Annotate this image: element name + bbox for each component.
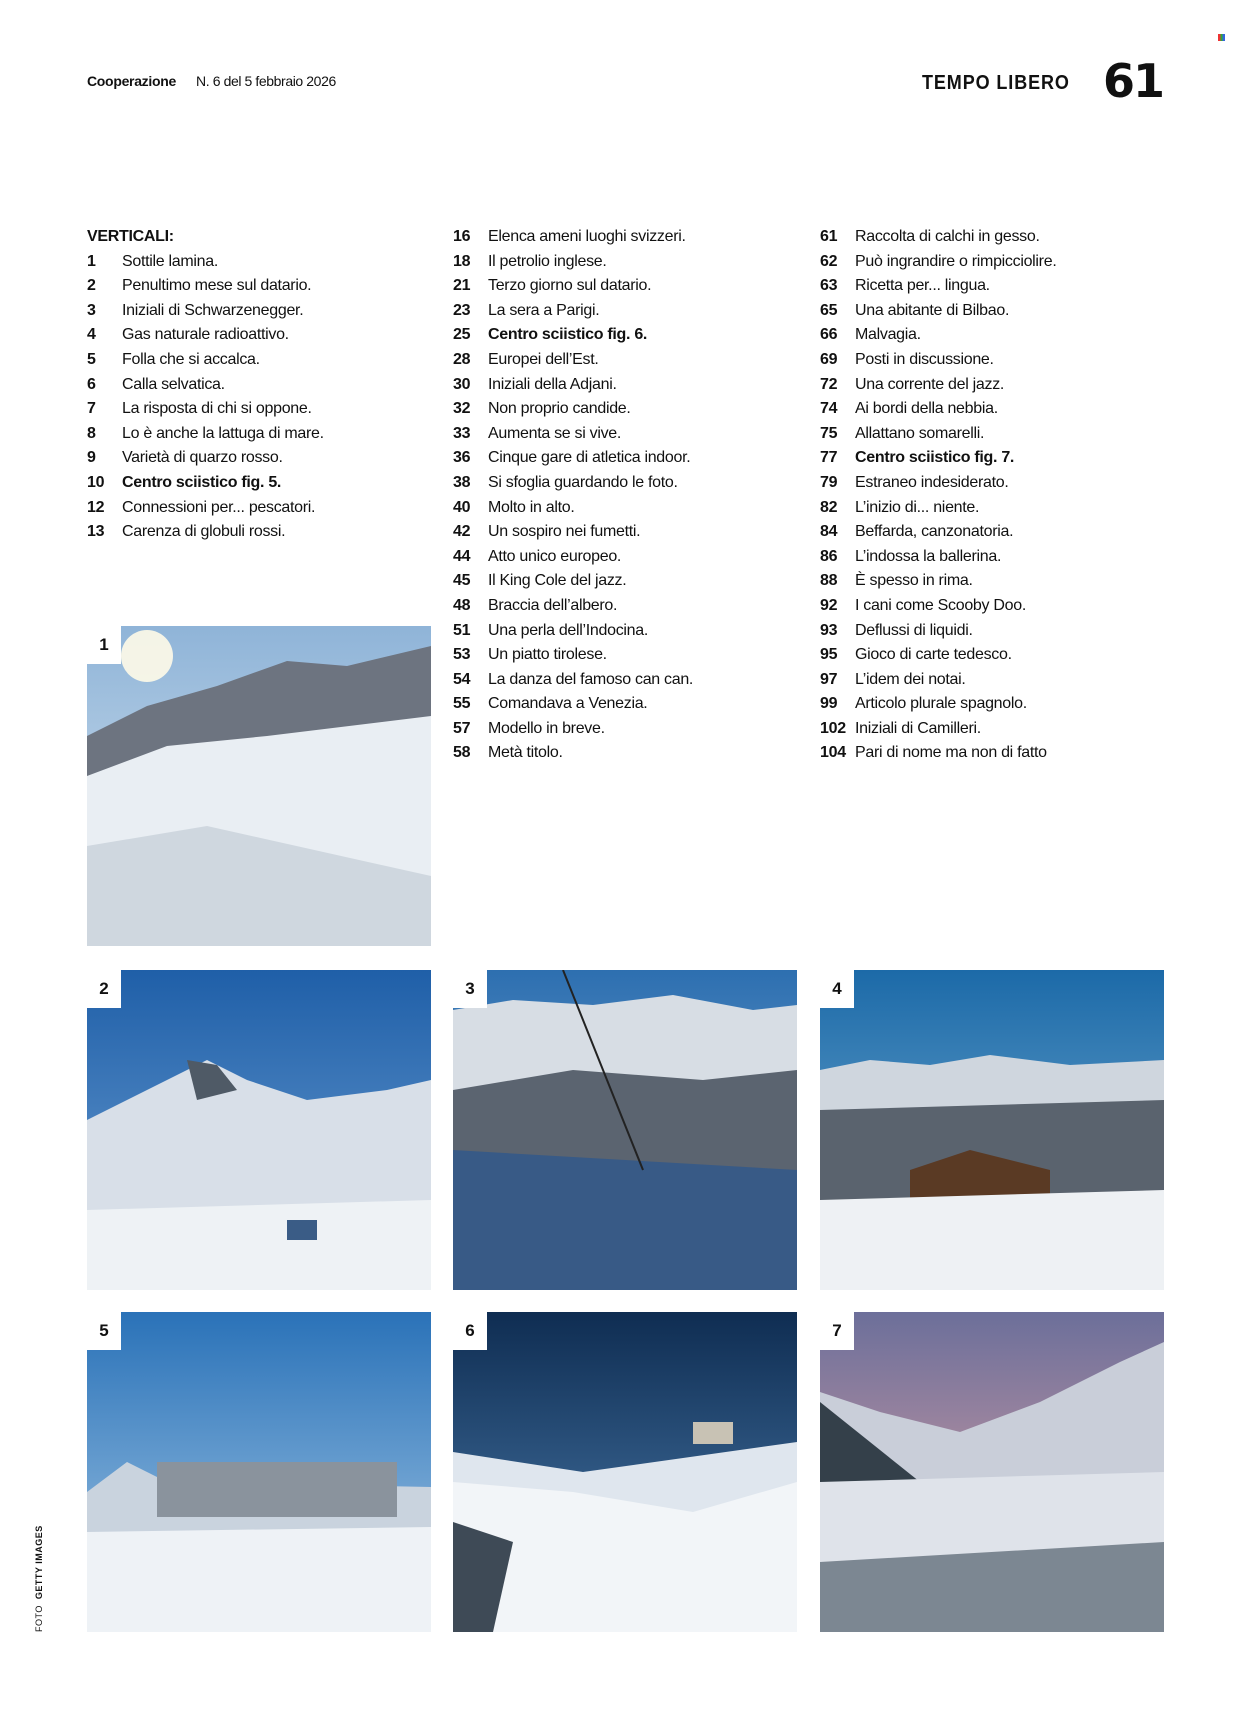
- photo-4: [820, 970, 1164, 1290]
- clue-row: [820, 545, 1170, 570]
- clue-text: Braccia dell’albero.: [488, 596, 618, 614]
- section-title: TEMPO LIBERO: [922, 72, 1070, 94]
- clues-title: VERTICALI:: [87, 228, 174, 245]
- clue-number: 45: [453, 572, 471, 590]
- clue-text: Cinque gare di atletica indoor.: [488, 449, 691, 467]
- credit-source: GETTY IMAGES: [34, 1525, 44, 1600]
- clue-row: [453, 348, 803, 373]
- clue-number: 51: [453, 621, 471, 639]
- photo-1: [87, 626, 431, 946]
- clue-row: [453, 225, 803, 250]
- clue-number: 57: [453, 719, 471, 737]
- clue-row: [453, 471, 803, 496]
- clue-row: [87, 348, 437, 373]
- clue-row: [820, 348, 1170, 373]
- clue-number: 86: [820, 547, 838, 565]
- clue-text: Articolo plurale spagnolo.: [855, 695, 1027, 713]
- clue-row: [820, 471, 1170, 496]
- clue-row: [87, 299, 437, 324]
- clue-row: [820, 692, 1170, 717]
- clue-number: 42: [453, 523, 471, 541]
- clue-number: 77: [820, 449, 838, 467]
- clue-text: Iniziali della Adjani.: [488, 375, 617, 393]
- clue-row: [453, 446, 803, 471]
- clue-text: La risposta di chi si oppone.: [122, 400, 312, 418]
- clue-number: 62: [820, 252, 838, 270]
- clue-text: Molto in alto.: [488, 498, 575, 516]
- clue-row: [87, 496, 437, 521]
- clue-text: Gioco di carte tedesco.: [855, 646, 1012, 664]
- clue-text: Non proprio candide.: [488, 400, 631, 418]
- clue-row: [87, 373, 437, 398]
- clue-row: [453, 594, 803, 619]
- clue-row: [453, 545, 803, 570]
- clue-number: 10: [87, 473, 105, 491]
- clue-row: [820, 741, 1170, 766]
- clue-row: [453, 741, 803, 766]
- clue-text: Penultimo mese sul datario.: [122, 277, 312, 295]
- clue-text: Una perla dell’Indocina.: [488, 621, 649, 639]
- clue-number: 92: [820, 596, 838, 614]
- clue-number: 4: [87, 326, 96, 344]
- clue-row: [87, 446, 437, 471]
- clue-row: [453, 668, 803, 693]
- clue-number: 36: [453, 449, 471, 467]
- clue-text: Estraneo indesiderato.: [855, 473, 1009, 491]
- clue-row: [453, 643, 803, 668]
- photo-7: [820, 1312, 1164, 1632]
- clue-row: [453, 520, 803, 545]
- clue-text: Iniziali di Camilleri.: [855, 719, 981, 737]
- clue-text: Terzo giorno sul datario.: [488, 277, 652, 295]
- clue-number: 5: [87, 350, 96, 368]
- clue-row: [87, 274, 437, 299]
- landscape-image: [820, 970, 1164, 1290]
- clue-text: Un piatto tirolese.: [488, 646, 607, 664]
- clue-row: [820, 422, 1170, 447]
- clue-number: 53: [453, 646, 471, 664]
- clue-number: 79: [820, 473, 838, 491]
- clue-number: 72: [820, 375, 838, 393]
- clue-number: 12: [87, 498, 105, 516]
- clue-number: 66: [820, 326, 838, 344]
- clue-text: Deflussi di liquidi.: [855, 621, 973, 639]
- clue-number: 69: [820, 350, 838, 368]
- clue-text: Pari di nome ma non di fatto: [855, 744, 1047, 762]
- clue-text: I cani come Scooby Doo.: [855, 596, 1026, 614]
- clue-row: [453, 299, 803, 324]
- clue-text: Aumenta se si vive.: [488, 424, 622, 442]
- clue-text: Metà titolo.: [488, 744, 563, 762]
- clue-row: [87, 323, 437, 348]
- clue-text: Sottile lamina.: [122, 252, 218, 270]
- clue-text: Centro sciistico fig. 5.: [122, 473, 282, 491]
- issue-date: N. 6 del 5 febbraio 2026: [196, 73, 336, 89]
- photo-5: [87, 1312, 431, 1632]
- color-registration-mark: [1218, 34, 1225, 41]
- clue-row: [820, 717, 1170, 742]
- clues-column-3: [820, 225, 1170, 766]
- clue-number: 63: [820, 277, 838, 295]
- clue-number: 30: [453, 375, 471, 393]
- clue-text: Carenza di globuli rossi.: [122, 523, 286, 541]
- clue-number: 97: [820, 670, 838, 688]
- clue-text: Atto unico europeo.: [488, 547, 622, 565]
- clue-number: 13: [87, 523, 105, 541]
- photo-number-badge: 7: [820, 1312, 854, 1350]
- clue-text: L’indossa la ballerina.: [855, 547, 1002, 565]
- clue-text: Modello in breve.: [488, 719, 605, 737]
- landscape-image: [820, 1312, 1164, 1632]
- clue-number: 23: [453, 301, 471, 319]
- clue-number: 9: [87, 449, 96, 467]
- clue-number: 25: [453, 326, 471, 344]
- clue-text: Elenca ameni luoghi svizzeri.: [488, 228, 686, 245]
- clue-row: [820, 250, 1170, 275]
- publication-name: Cooperazione: [87, 73, 176, 89]
- clue-row: [87, 520, 437, 545]
- clue-row: [453, 373, 803, 398]
- clue-number: 38: [453, 473, 471, 491]
- clue-text: Il King Cole del jazz.: [488, 572, 627, 590]
- photo-2: [87, 970, 431, 1290]
- clue-row: [453, 397, 803, 422]
- clue-text: Può ingrandire o rimpicciolire.: [855, 252, 1057, 270]
- clue-text: Una corrente del jazz.: [855, 375, 1005, 393]
- clue-number: 48: [453, 596, 471, 614]
- clue-text: Varietà di quarzo rosso.: [122, 449, 283, 467]
- clue-row: [820, 496, 1170, 521]
- clue-text: Beffarda, canzonatoria.: [855, 523, 1014, 541]
- landscape-image: [453, 1312, 797, 1632]
- clue-row: [820, 668, 1170, 693]
- clue-text: La danza del famoso can can.: [488, 670, 694, 688]
- clue-number: 8: [87, 424, 96, 442]
- clue-text: Gas naturale radioattivo.: [122, 326, 289, 344]
- clue-text: È spesso in rima.: [855, 572, 973, 590]
- clue-text: Europei dell’Est.: [488, 350, 599, 368]
- clue-text: Folla che si accalca.: [122, 350, 260, 368]
- clue-number: 16: [453, 228, 471, 245]
- clue-number: 58: [453, 744, 471, 762]
- clue-text: Ricetta per... lingua.: [855, 277, 990, 295]
- clue-row: [87, 397, 437, 422]
- clue-number: 55: [453, 695, 471, 713]
- photo-number-badge: 4: [820, 970, 854, 1008]
- clue-text: Posti in discussione.: [855, 350, 994, 368]
- clue-text: Raccolta di calchi in gesso.: [855, 228, 1040, 245]
- clue-number: 88: [820, 572, 838, 590]
- clue-text: L’inizio di... niente.: [855, 498, 980, 516]
- clue-text: Un sospiro nei fumetti.: [488, 523, 641, 541]
- clue-text: L’idem dei notai.: [855, 670, 966, 688]
- landscape-image: [87, 970, 431, 1290]
- clue-number: 75: [820, 424, 838, 442]
- clue-row: [820, 274, 1170, 299]
- clue-row: [820, 323, 1170, 348]
- clue-text: Comandava a Venezia.: [488, 695, 648, 713]
- clue-row: [820, 299, 1170, 324]
- clue-number: 40: [453, 498, 471, 516]
- clue-text: Calla selvatica.: [122, 375, 225, 393]
- clue-number: 84: [820, 523, 838, 541]
- clue-text: Centro sciistico fig. 7.: [855, 449, 1015, 467]
- clue-row: [453, 422, 803, 447]
- clue-text: Una abitante di Bilbao.: [855, 301, 1010, 319]
- clue-row: [453, 569, 803, 594]
- clue-row: [87, 422, 437, 447]
- clue-row: [820, 373, 1170, 398]
- photo-number-badge: 1: [87, 626, 121, 664]
- clue-row: [820, 619, 1170, 644]
- clue-number: 93: [820, 621, 838, 639]
- clue-number: 99: [820, 695, 838, 713]
- clue-text: Iniziali di Schwarzenegger.: [122, 301, 304, 319]
- clue-number: 61: [820, 228, 838, 245]
- clue-row: [87, 471, 437, 496]
- clue-row: [453, 274, 803, 299]
- page-number: 61: [1103, 54, 1164, 108]
- photo-credit: [34, 1525, 44, 1632]
- clue-number: 65: [820, 301, 838, 319]
- clue-row: [453, 496, 803, 521]
- clue-text: Lo è anche la lattuga di mare.: [122, 424, 324, 442]
- clue-text: Si sfoglia guardando le foto.: [488, 473, 678, 491]
- clue-text: Allattano somarelli.: [855, 424, 985, 442]
- clue-text: Ai bordi della nebbia.: [855, 400, 998, 418]
- photo-3: [453, 970, 797, 1290]
- clue-number: 102: [820, 719, 846, 737]
- clue-row: [453, 323, 803, 348]
- clue-number: 18: [453, 252, 471, 270]
- clue-number: 3: [87, 301, 96, 319]
- clue-row: [820, 446, 1170, 471]
- landscape-image: [87, 626, 431, 946]
- clue-row: [820, 594, 1170, 619]
- clue-text: Il petrolio inglese.: [488, 252, 607, 270]
- clue-text: Malvagia.: [855, 326, 921, 344]
- clue-row: [453, 717, 803, 742]
- clue-number: 104: [820, 744, 846, 762]
- clue-row: [820, 643, 1170, 668]
- clue-number: 32: [453, 400, 471, 418]
- clue-number: 74: [820, 400, 838, 418]
- clue-text: La sera a Parigi.: [488, 301, 600, 319]
- clue-number: 7: [87, 400, 96, 418]
- clue-number: 2: [87, 277, 96, 295]
- clue-number: 44: [453, 547, 471, 565]
- clue-number: 6: [87, 375, 96, 393]
- clue-number: 28: [453, 350, 471, 368]
- photo-6: [453, 1312, 797, 1632]
- clue-number: 33: [453, 424, 471, 442]
- clue-text: Centro sciistico fig. 6.: [488, 326, 648, 344]
- landscape-image: [453, 970, 797, 1290]
- photo-number-badge: 5: [87, 1312, 121, 1350]
- clue-number: 21: [453, 277, 471, 295]
- photo-number-badge: 2: [87, 970, 121, 1008]
- clue-row: [820, 520, 1170, 545]
- photo-number-badge: 6: [453, 1312, 487, 1350]
- clue-text: Connessioni per... pescatori.: [122, 498, 316, 516]
- landscape-image: [87, 1312, 431, 1632]
- clues-column-2: [453, 225, 803, 766]
- clue-row: [453, 250, 803, 275]
- clues-column-1: [87, 225, 437, 545]
- clue-number: 54: [453, 670, 471, 688]
- clue-row: [820, 225, 1170, 250]
- clue-row: [820, 569, 1170, 594]
- clue-number: 95: [820, 646, 838, 664]
- photo-number-badge: 3: [453, 970, 487, 1008]
- clue-number: 82: [820, 498, 838, 516]
- clue-row: [453, 619, 803, 644]
- credit-prefix: FOTO: [34, 1605, 44, 1632]
- clue-row: [453, 692, 803, 717]
- clue-row: [820, 397, 1170, 422]
- clue-row: [87, 250, 437, 275]
- clue-number: 1: [87, 252, 96, 270]
